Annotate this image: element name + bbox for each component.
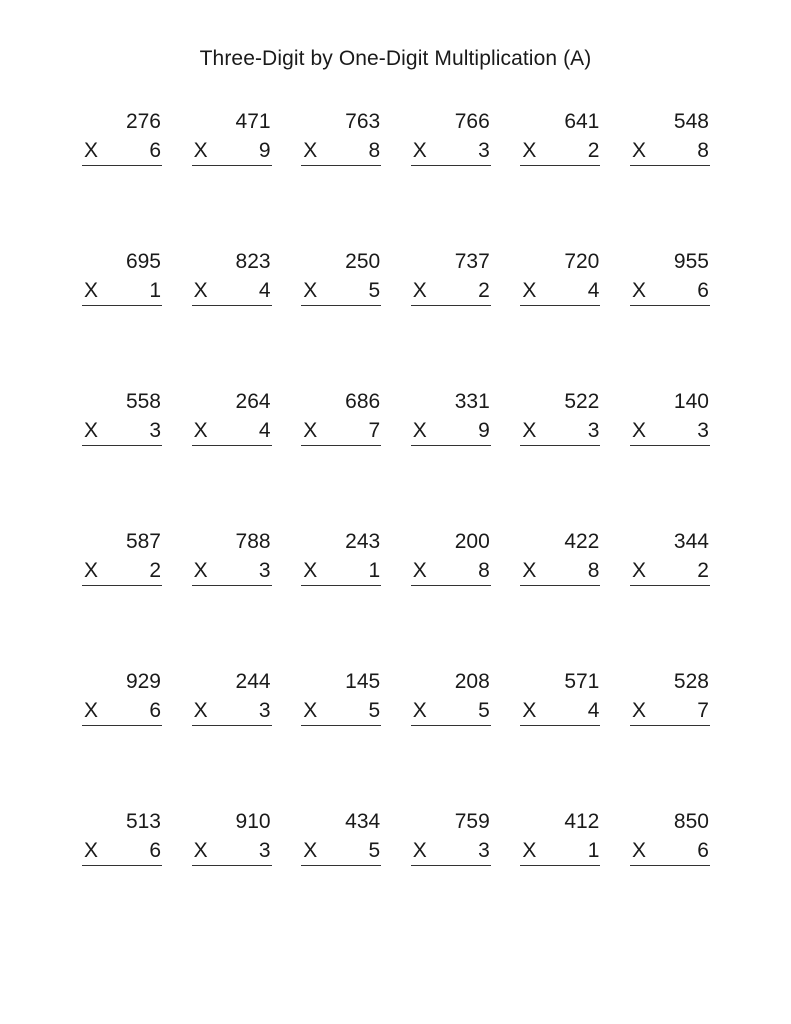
- multiplication-sign: X: [522, 559, 537, 582]
- multiplication-sign: X: [303, 279, 318, 302]
- multiplication-sign: X: [522, 139, 537, 162]
- multiplier: 7: [697, 699, 709, 722]
- multiplier: 9: [258, 139, 271, 162]
- answer-line: [82, 865, 162, 866]
- multiplication-sign: X: [193, 139, 208, 162]
- multiplier: 7: [368, 419, 381, 442]
- answer-line: [630, 165, 710, 166]
- multiplicand: 471: [235, 110, 271, 133]
- problem-card: [520, 807, 600, 947]
- multiplication-sign: X: [522, 839, 537, 862]
- multiplicand: 412: [564, 810, 600, 833]
- multiplicand: 823: [235, 250, 271, 273]
- multiplicand: 766: [454, 110, 490, 133]
- multiplier: 6: [149, 699, 161, 722]
- answer-line: [301, 865, 381, 866]
- multiplicand: 737: [454, 250, 490, 273]
- problem-card: [520, 107, 600, 247]
- problem-card: [192, 807, 272, 947]
- multiplicand: 528: [673, 670, 709, 693]
- problem-card: [192, 107, 272, 247]
- answer-line: [301, 445, 381, 446]
- multiplication-sign: X: [631, 279, 646, 302]
- answer-line: [192, 725, 272, 726]
- worksheet-title: Three-Digit by One-Digit Multiplication (A): [199, 47, 592, 70]
- multiplier: 4: [587, 699, 600, 722]
- problem-card: [520, 387, 600, 527]
- multiplicand: 243: [345, 530, 381, 553]
- answer-line: [520, 445, 600, 446]
- answer-line: [520, 585, 600, 586]
- multiplication-sign: X: [631, 139, 646, 162]
- problem-card: [82, 527, 162, 667]
- multiplication-sign: X: [631, 419, 646, 442]
- answer-line: [520, 305, 600, 306]
- multiplication-sign: X: [522, 419, 537, 442]
- problem-card: [411, 247, 491, 387]
- multiplicand: 695: [125, 250, 161, 273]
- problem-card: [520, 247, 600, 387]
- problem-card: [192, 667, 272, 807]
- multiplication-sign: X: [303, 699, 318, 722]
- multiplicand: 331: [454, 390, 490, 413]
- answer-line: [411, 725, 491, 726]
- multiplier: 3: [587, 419, 600, 442]
- answer-line: [411, 445, 491, 446]
- problem-card: [520, 667, 600, 807]
- multiplication-sign: X: [193, 839, 208, 862]
- multiplicand: 850: [673, 810, 709, 833]
- answer-line: [301, 725, 381, 726]
- problem-card: [192, 387, 272, 527]
- answer-line: [82, 165, 162, 166]
- multiplication-sign: X: [303, 419, 318, 442]
- multiplier: 8: [697, 139, 709, 162]
- multiplicand: 641: [564, 110, 600, 133]
- multiplicand: 686: [345, 390, 381, 413]
- multiplier: 1: [368, 559, 381, 582]
- problem-card: [82, 247, 162, 387]
- multiplication-sign: X: [631, 839, 646, 862]
- answer-line: [411, 165, 491, 166]
- problem-card: [301, 667, 381, 807]
- multiplication-sign: X: [303, 559, 318, 582]
- multiplicand: 763: [345, 110, 381, 133]
- answer-line: [82, 585, 162, 586]
- multiplicand: 145: [345, 670, 381, 693]
- multiplier: 6: [149, 139, 161, 162]
- problem-card: [411, 107, 491, 247]
- answer-line: [301, 165, 381, 166]
- problem-card: [411, 667, 491, 807]
- multiplication-sign: X: [193, 699, 208, 722]
- multiplicand: 548: [673, 110, 709, 133]
- multiplicand: 140: [673, 390, 709, 413]
- multiplicand: 422: [564, 530, 600, 553]
- multiplicand: 244: [235, 670, 271, 693]
- multiplicand: 759: [454, 810, 490, 833]
- multiplier: 1: [587, 839, 600, 862]
- multiplier: 5: [478, 699, 490, 722]
- problem-card: [411, 527, 491, 667]
- multiplicand: 910: [235, 810, 271, 833]
- problem-card: [192, 527, 272, 667]
- answer-line: [630, 305, 710, 306]
- answer-line: [411, 585, 491, 586]
- answer-line: [192, 305, 272, 306]
- multiplier: 1: [149, 279, 161, 302]
- answer-line: [82, 445, 162, 446]
- answer-line: [192, 585, 272, 586]
- multiplicand: 513: [125, 810, 161, 833]
- multiplication-sign: X: [412, 419, 427, 442]
- multiplication-sign: X: [84, 559, 99, 582]
- multiplier: 5: [368, 279, 381, 302]
- multiplication-sign: X: [522, 279, 537, 302]
- multiplier: 6: [149, 839, 161, 862]
- multiplication-sign: X: [193, 279, 208, 302]
- multiplier: 5: [368, 699, 381, 722]
- multiplicand: 208: [454, 670, 490, 693]
- answer-line: [630, 865, 710, 866]
- multiplicand: 587: [125, 530, 161, 553]
- multiplicand: 788: [235, 530, 271, 553]
- multiplier: 8: [478, 559, 490, 582]
- problem-grid: [82, 107, 714, 947]
- multiplicand: 929: [125, 670, 161, 693]
- multiplier: 3: [258, 839, 271, 862]
- answer-line: [630, 585, 710, 586]
- multiplier: 9: [478, 419, 490, 442]
- multiplier: 8: [587, 559, 600, 582]
- multiplier: 8: [368, 139, 381, 162]
- multiplicand: 344: [673, 530, 709, 553]
- problem-card: [630, 527, 710, 667]
- answer-line: [301, 305, 381, 306]
- multiplicand: 276: [125, 110, 161, 133]
- multiplication-sign: X: [84, 419, 99, 442]
- problem-card: [301, 107, 381, 247]
- problem-card: [630, 667, 710, 807]
- multiplier: 3: [258, 559, 271, 582]
- multiplication-sign: X: [193, 419, 208, 442]
- problem-card: [630, 247, 710, 387]
- multiplier: 3: [478, 839, 490, 862]
- multiplication-sign: X: [303, 839, 318, 862]
- answer-line: [630, 445, 710, 446]
- answer-line: [192, 445, 272, 446]
- problem-card: [630, 387, 710, 527]
- multiplicand: 200: [454, 530, 490, 553]
- multiplier: 3: [258, 699, 271, 722]
- multiplication-sign: X: [303, 139, 318, 162]
- answer-line: [630, 725, 710, 726]
- multiplier: 2: [149, 559, 161, 582]
- answer-line: [520, 165, 600, 166]
- problem-card: [411, 387, 491, 527]
- multiplier: 4: [258, 279, 271, 302]
- multiplier: 6: [697, 279, 709, 302]
- multiplier: 4: [258, 419, 271, 442]
- multiplication-sign: X: [84, 139, 99, 162]
- multiplication-sign: X: [631, 699, 646, 722]
- problem-card: [411, 807, 491, 947]
- multiplication-sign: X: [84, 279, 99, 302]
- answer-line: [301, 585, 381, 586]
- multiplier: 3: [478, 139, 490, 162]
- multiplication-sign: X: [412, 139, 427, 162]
- problem-card: [301, 387, 381, 527]
- answer-line: [192, 865, 272, 866]
- problem-card: [630, 807, 710, 947]
- multiplier: 2: [587, 139, 600, 162]
- multiplication-sign: X: [84, 839, 99, 862]
- multiplier: 6: [697, 839, 709, 862]
- multiplier: 2: [697, 559, 709, 582]
- multiplier: 3: [149, 419, 161, 442]
- multiplicand: 558: [125, 390, 161, 413]
- multiplication-sign: X: [412, 279, 427, 302]
- multiplication-sign: X: [522, 699, 537, 722]
- problem-card: [82, 667, 162, 807]
- problem-card: [301, 527, 381, 667]
- answer-line: [411, 305, 491, 306]
- multiplication-sign: X: [412, 839, 427, 862]
- multiplicand: 250: [345, 250, 381, 273]
- answer-line: [520, 725, 600, 726]
- multiplication-sign: X: [412, 559, 427, 582]
- multiplication-sign: X: [193, 559, 208, 582]
- problem-card: [630, 107, 710, 247]
- problem-card: [520, 527, 600, 667]
- problem-card: [192, 247, 272, 387]
- multiplicand: 955: [673, 250, 709, 273]
- multiplication-sign: X: [631, 559, 646, 582]
- answer-line: [82, 305, 162, 306]
- multiplicand: 571: [564, 670, 600, 693]
- multiplier: 5: [368, 839, 381, 862]
- multiplication-sign: X: [84, 699, 99, 722]
- problem-card: [82, 807, 162, 947]
- multiplication-sign: X: [412, 699, 427, 722]
- multiplier: 4: [587, 279, 600, 302]
- multiplicand: 720: [564, 250, 600, 273]
- multiplicand: 434: [345, 810, 381, 833]
- multiplier: 2: [478, 279, 490, 302]
- multiplicand: 264: [235, 390, 271, 413]
- answer-line: [520, 865, 600, 866]
- problem-card: [82, 107, 162, 247]
- answer-line: [82, 725, 162, 726]
- multiplier: 3: [697, 419, 709, 442]
- problem-card: [301, 247, 381, 387]
- problem-card: [301, 807, 381, 947]
- answer-line: [192, 165, 272, 166]
- problem-card: [82, 387, 162, 527]
- multiplicand: 522: [564, 390, 600, 413]
- answer-line: [411, 865, 491, 866]
